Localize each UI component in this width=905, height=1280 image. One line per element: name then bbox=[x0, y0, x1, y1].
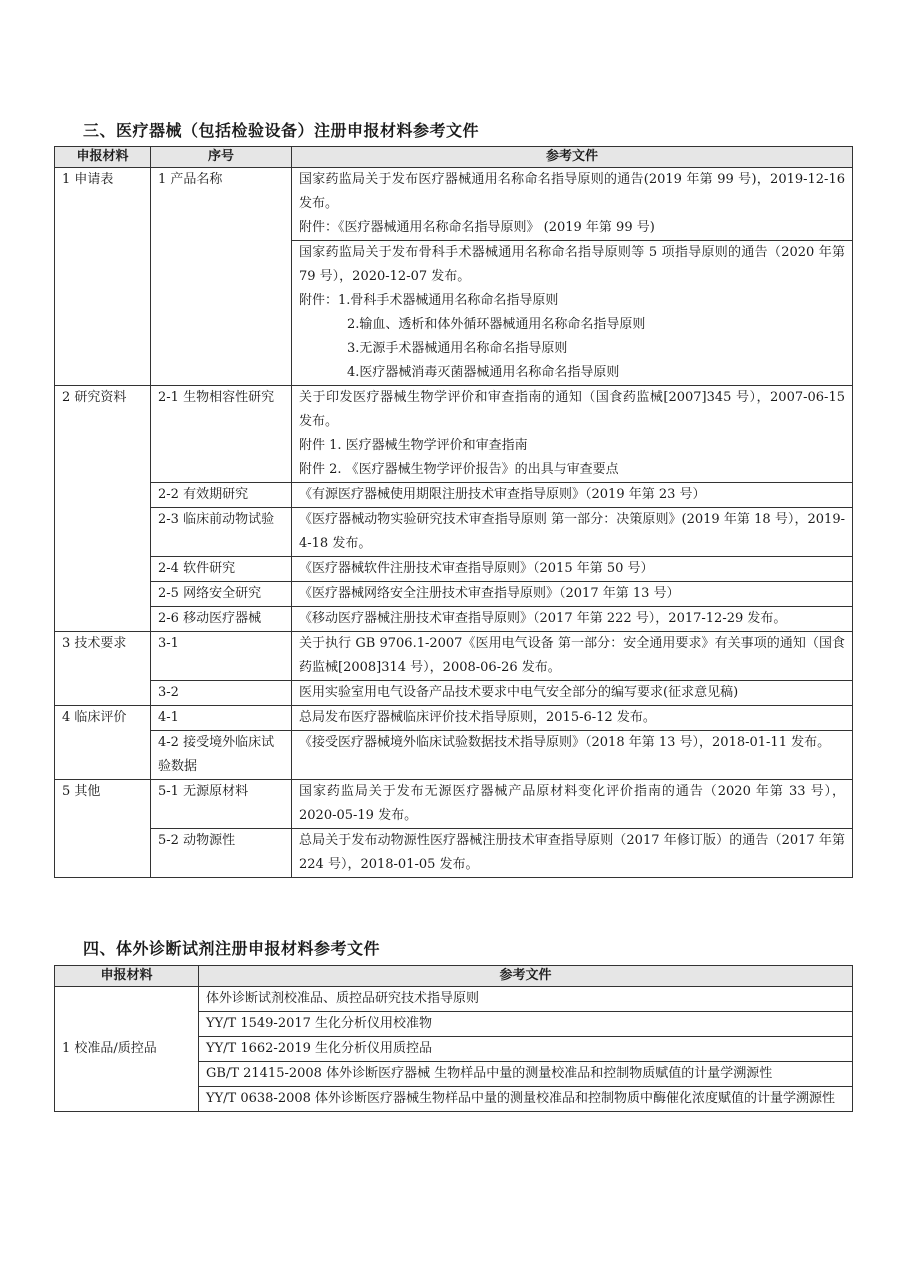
header-material: 申报材料 bbox=[55, 147, 151, 168]
reference-cell bbox=[292, 731, 853, 780]
reference-line: 《医疗器械网络安全注册技术审查指导原则》（2017 年第 13 号） bbox=[299, 586, 680, 601]
reference-cell bbox=[292, 829, 853, 878]
table-row bbox=[55, 632, 853, 681]
reference-line: 《接受医疗器械境外临床试验数据技术指导原则》（2018 年第 13 号），2018-01-11 发布。 bbox=[299, 735, 831, 750]
reference-cell: GB/T 21415-2008 体外诊断医疗器械 生物样品中量的测量校准品和控制物质赋值的计量学溯源性 bbox=[199, 1062, 853, 1087]
reference-cell bbox=[292, 483, 853, 508]
table-row bbox=[55, 731, 853, 780]
reference-line: 国家药监局关于发布骨科手术器械通用名称命名指导原则等 5 项指导原则的通告（2020 年第 79 号），2020-12-07 发布。 bbox=[299, 245, 845, 284]
reference-line: 医用实验室用电气设备产品技术要求中电气安全部分的编写要求(征求意见稿) bbox=[299, 685, 739, 700]
seq-cell: 3-1 bbox=[151, 632, 292, 681]
seq-cell: 2-5 网络安全研究 bbox=[151, 582, 292, 607]
reference-cell bbox=[292, 632, 853, 681]
reference-cell: YY/T 0638-2008 体外诊断医疗器械生物样品中量的测量校准品和控制物质中酶催化浓度赋值的计量学溯源性 bbox=[199, 1087, 853, 1112]
material-cell: 4 临床评价 bbox=[55, 706, 151, 780]
material-cell: 1 申请表 bbox=[55, 168, 151, 386]
table-row bbox=[55, 483, 853, 508]
seq-cell: 4-2 接受境外临床试验数据 bbox=[151, 731, 292, 780]
section3-table bbox=[54, 146, 853, 878]
reference-line: 附件 1. 医疗器械生物学评价和审查指南 bbox=[299, 438, 528, 453]
reference-cell bbox=[292, 607, 853, 632]
seq-cell: 2-1 生物相容性研究 bbox=[151, 386, 292, 483]
table-row bbox=[55, 386, 853, 483]
material-cell: 2 研究资料 bbox=[55, 386, 151, 632]
material-cell: 3 技术要求 bbox=[55, 632, 151, 706]
table-row bbox=[55, 681, 853, 706]
reference-attachment-line: 3.无源手术器械通用名称命名指导原则 bbox=[347, 341, 568, 356]
table-header-row bbox=[55, 966, 853, 987]
table-row bbox=[55, 557, 853, 582]
reference-line: 《移动医疗器械注册技术审查指导原则》（2017 年第 222 号），2017-12-29 发布。 bbox=[299, 611, 787, 626]
reference-line: 总局关于发布动物源性医疗器械注册技术审查指导原则（2017 年修订版）的通告（2017 年第 224 号），2018-01-05 发布。 bbox=[299, 833, 845, 872]
reference-cell: YY/T 1662-2019 生化分析仪用质控品 bbox=[199, 1037, 853, 1062]
reference-line: 总局发布医疗器械临床评价技术指导原则，2015-6-12 发布。 bbox=[299, 710, 656, 725]
reference-line: 国家药监局关于发布无源医疗器械产品原材料变化评价指南的通告（2020 年第 33 号），2020-05-19 发布。 bbox=[299, 784, 845, 823]
reference-cell bbox=[292, 508, 853, 557]
table-row bbox=[55, 706, 853, 731]
seq-cell: 2-4 软件研究 bbox=[151, 557, 292, 582]
reference-line: 关于执行 GB 9706.1-2007《医用电气设备 第一部分：安全通用要求》有关事项的通知（国食药监械[2008]314 号），2008-06-26 发布。 bbox=[299, 636, 845, 675]
seq-cell: 5-2 动物源性 bbox=[151, 829, 292, 878]
reference-cell bbox=[292, 681, 853, 706]
reference-cell bbox=[292, 168, 853, 241]
table-row bbox=[55, 987, 853, 1012]
material-cell: 1 校准品/质控品 bbox=[55, 987, 199, 1112]
seq-cell: 3-2 bbox=[151, 681, 292, 706]
reference-line: 国家药监局关于发布医疗器械通用名称命名指导原则的通告(2019 年第 99 号)，2019-12-16 发布。 bbox=[299, 172, 845, 211]
reference-cell bbox=[292, 386, 853, 483]
seq-cell: 2-3 临床前动物试验 bbox=[151, 508, 292, 557]
table-row bbox=[55, 829, 853, 878]
reference-line: 附件：1.骨科手术器械通用名称命名指导原则 bbox=[299, 293, 559, 308]
reference-attachment-line: 2.输血、透析和体外循环器械通用名称命名指导原则 bbox=[347, 317, 646, 332]
table-row bbox=[55, 607, 853, 632]
table-row bbox=[55, 508, 853, 557]
reference-line: 关于印发医疗器械生物学评价和审查指南的通知（国食药监械[2007]345 号），2007-06-15 发布。 bbox=[299, 390, 845, 429]
seq-cell: 5-1 无源原材料 bbox=[151, 780, 292, 829]
seq-cell: 1 产品名称 bbox=[151, 168, 292, 386]
reference-line: 《有源医疗器械使用期限注册技术审查指导原则》（2019 年第 23 号） bbox=[299, 487, 706, 502]
reference-line: 《医疗器械软件注册技术审查指导原则》（2015 年第 50 号） bbox=[299, 561, 654, 576]
section4-title: 四、体外诊断试剂注册申报材料参考文件 bbox=[83, 939, 381, 958]
reference-line: 附件 2. 《医疗器械生物学评价报告》的出具与审查要点 bbox=[299, 462, 619, 477]
reference-cell bbox=[292, 780, 853, 829]
reference-cell bbox=[292, 582, 853, 607]
table-row bbox=[55, 168, 853, 241]
reference-cell bbox=[292, 557, 853, 582]
reference-cell: YY/T 1549-2017 生化分析仪用校准物 bbox=[199, 1012, 853, 1037]
table-header-row bbox=[55, 147, 853, 168]
table-row bbox=[55, 780, 853, 829]
seq-cell: 2-2 有效期研究 bbox=[151, 483, 292, 508]
seq-cell: 2-6 移动医疗器械 bbox=[151, 607, 292, 632]
header-reference: 参考文件 bbox=[292, 147, 853, 168]
seq-cell: 4-1 bbox=[151, 706, 292, 731]
reference-attachment-line: 4.医疗器械消毒灭菌器械通用名称命名指导原则 bbox=[347, 365, 620, 380]
header-reference: 参考文件 bbox=[199, 966, 853, 987]
reference-cell: 体外诊断试剂校准品、质控品研究技术指导原则 bbox=[199, 987, 853, 1012]
table-row bbox=[55, 582, 853, 607]
header-seq: 序号 bbox=[151, 147, 292, 168]
reference-cell bbox=[292, 241, 853, 386]
reference-line: 《医疗器械动物实验研究技术审查指导原则 第一部分：决策原则》(2019 年第 18 号），2019-4-18 发布。 bbox=[299, 512, 845, 551]
material-cell: 5 其他 bbox=[55, 780, 151, 878]
reference-cell bbox=[292, 706, 853, 731]
section3-title: 三、医疗器械（包括检验设备）注册申报材料参考文件 bbox=[83, 121, 480, 140]
header-material: 申报材料 bbox=[55, 966, 199, 987]
reference-line: 附件：《医疗器械通用名称命名指导原则》 (2019 年第 99 号) bbox=[299, 220, 655, 235]
section4-table bbox=[54, 965, 853, 1112]
